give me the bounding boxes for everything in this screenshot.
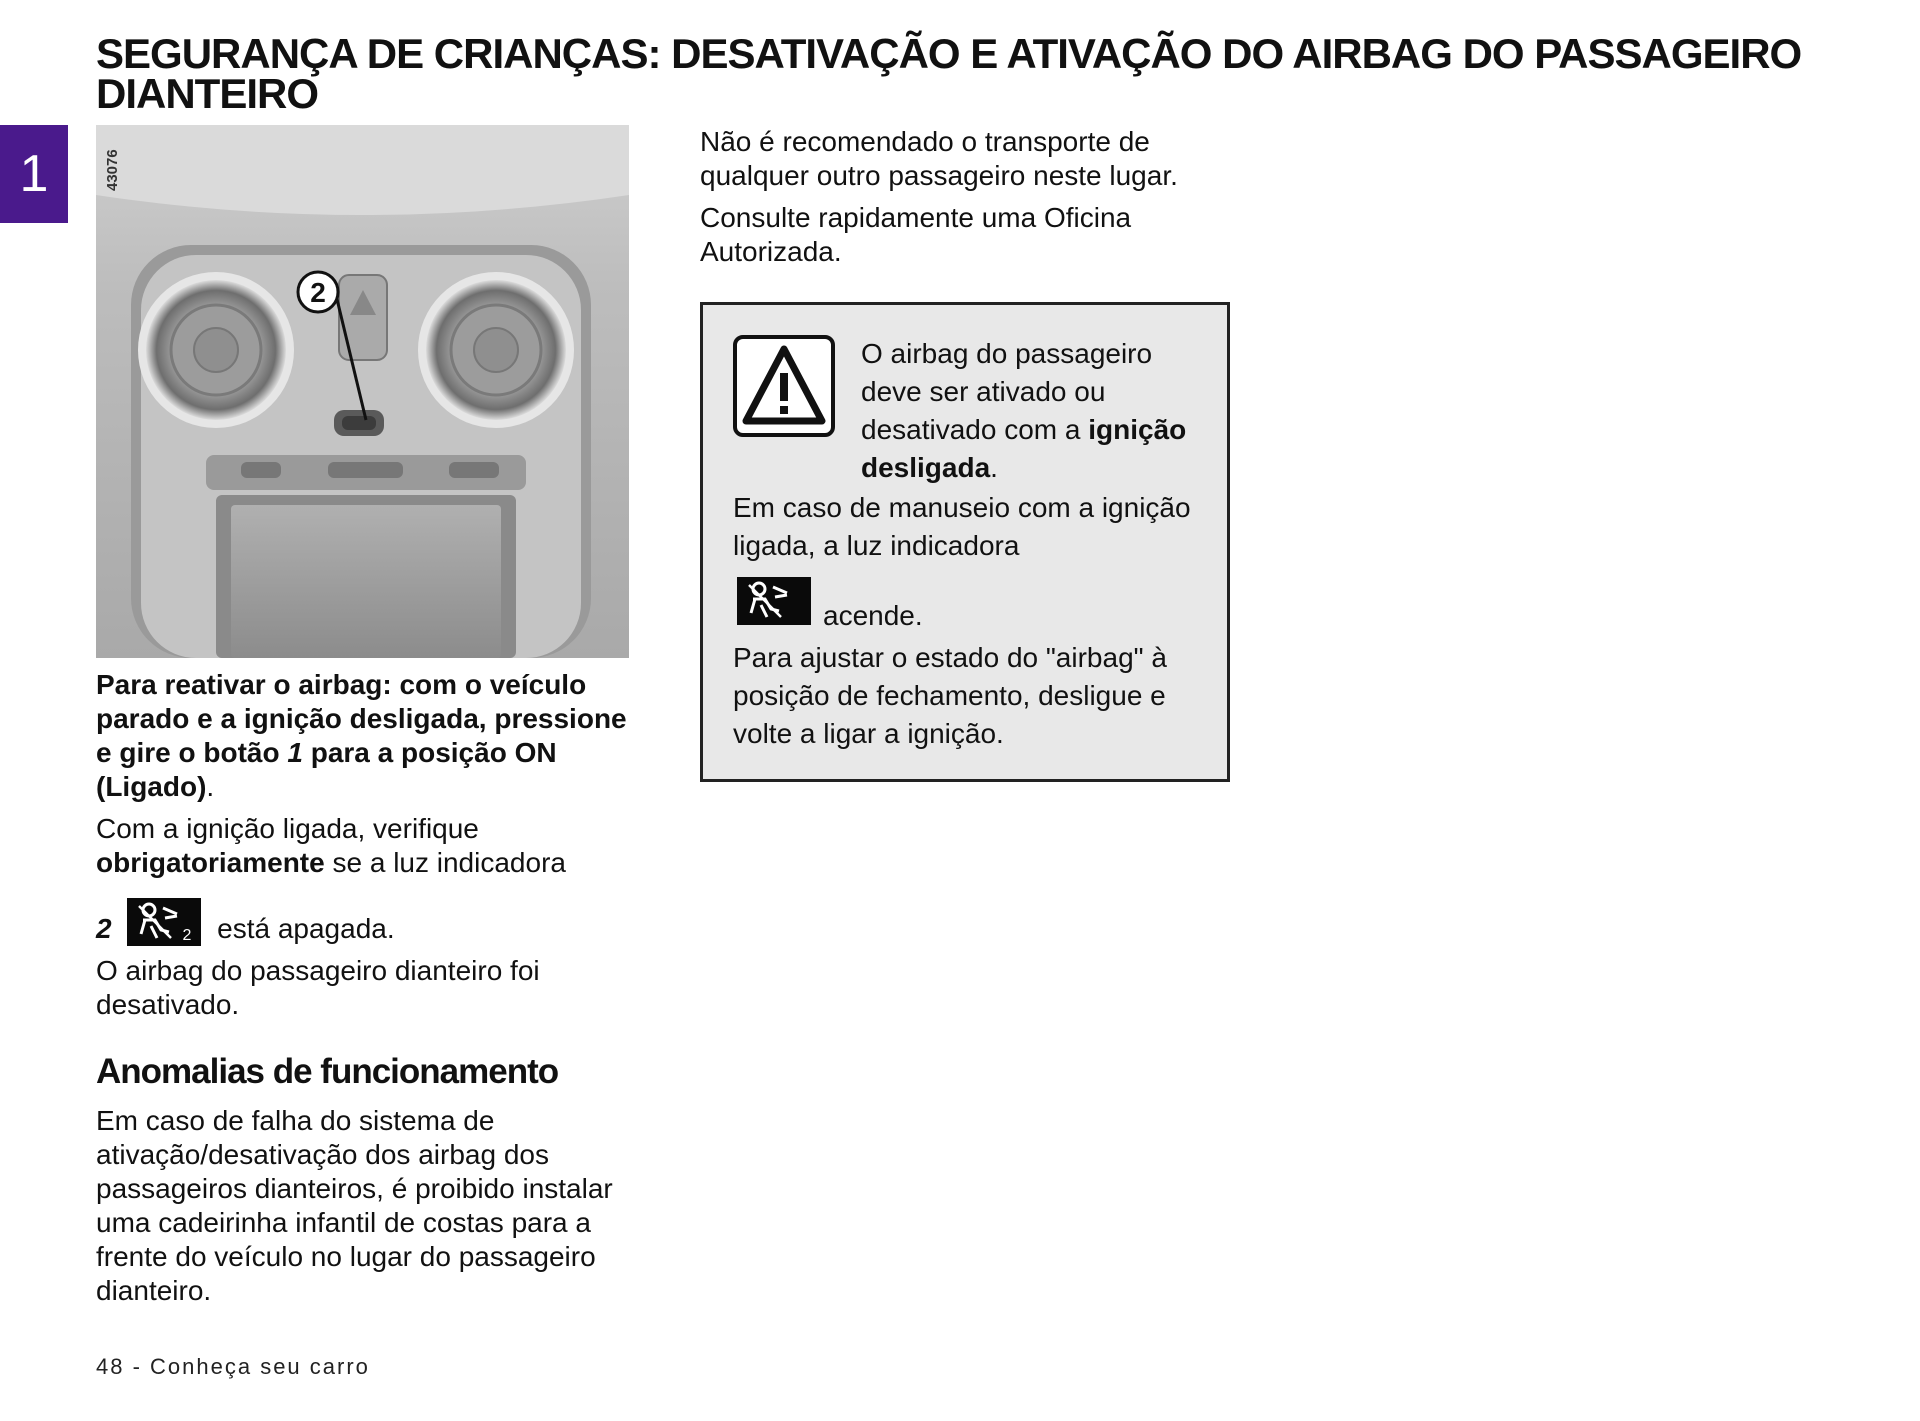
reactivate-instruction xyxy=(96,668,636,804)
reactivate-text: Para reativar o airbag: com o veículo parado e a ignição desligada, pressione e gire o botão xyxy=(96,669,627,768)
check-instruction xyxy=(96,812,636,880)
check-bold: obrigatoriamente xyxy=(96,847,325,878)
right-column xyxy=(700,125,1240,269)
figure-reference-number: 43076 xyxy=(104,149,121,191)
warning-box xyxy=(700,302,1230,782)
reactivate-period: . xyxy=(206,771,215,802)
icon-subscript: 2 xyxy=(182,927,192,944)
anomalies-text: Em caso de falha do sistema de ativação/desativação dos airbag dos passageiros dianteiros, é proibido instalar uma cadeirinha infantil de costas para a frente do veículo no lugar do passageiro dianteiro. xyxy=(96,1105,613,1306)
right-para-2: Consulte rapidamente uma Oficina Autorizada. xyxy=(700,202,1132,267)
page-title: SEGURANÇA DE CRIANÇAS: DESATIVAÇÃO E ATIVAÇÃO DO AIRBAG DO PASSAGEIRO DIANTEIRO xyxy=(96,30,1802,117)
warning-line1-bold: ignição desligada xyxy=(861,414,1187,483)
indicator-number: 2 xyxy=(96,913,112,944)
indicator-text: está apagada. xyxy=(217,913,395,944)
dashboard-illustration xyxy=(96,125,629,658)
warning-line1-text: O airbag do passageiro deve ser ativado ou desativado com a xyxy=(861,338,1153,445)
warning-line-1 xyxy=(861,335,1201,487)
right-para-1: Não é recomendado o transporte de qualquer outro passageiro neste lugar. xyxy=(700,126,1178,191)
airbag-off-indicator-icon xyxy=(127,898,201,946)
reactivate-end: para a posição ON (Ligado) xyxy=(96,737,557,802)
check-text-1: Com a ignição ligada, verifique xyxy=(96,813,479,844)
button-reference: 1 xyxy=(287,737,303,768)
anomalies-heading: Anomalias de funcionamento xyxy=(96,1052,559,1091)
deactivated-text: O airbag do passageiro dianteiro foi desativado. xyxy=(96,955,540,1020)
warning-line2-end: acende. xyxy=(823,600,923,631)
left-column xyxy=(96,668,636,1308)
dashboard-figure xyxy=(96,125,629,658)
warning-line-2: Em caso de manuseio com a ignição ligada, a luz indicadora xyxy=(733,492,1191,561)
chapter-tab: 1 xyxy=(0,125,68,223)
airbag-indicator-icon xyxy=(737,577,811,625)
page-footer: 48 - Conheça seu carro xyxy=(96,1354,370,1379)
warning-triangle-icon xyxy=(733,335,835,437)
indicator-line xyxy=(96,898,636,946)
warning-line1-period: . xyxy=(990,452,998,483)
callout-label: 2 xyxy=(310,277,326,308)
warning-line-3: Para ajustar o estado do "airbag" à posição de fechamento, desligue e volte a ligar a ignição. xyxy=(733,642,1167,749)
check-text-2: se a luz indicadora xyxy=(332,847,566,878)
